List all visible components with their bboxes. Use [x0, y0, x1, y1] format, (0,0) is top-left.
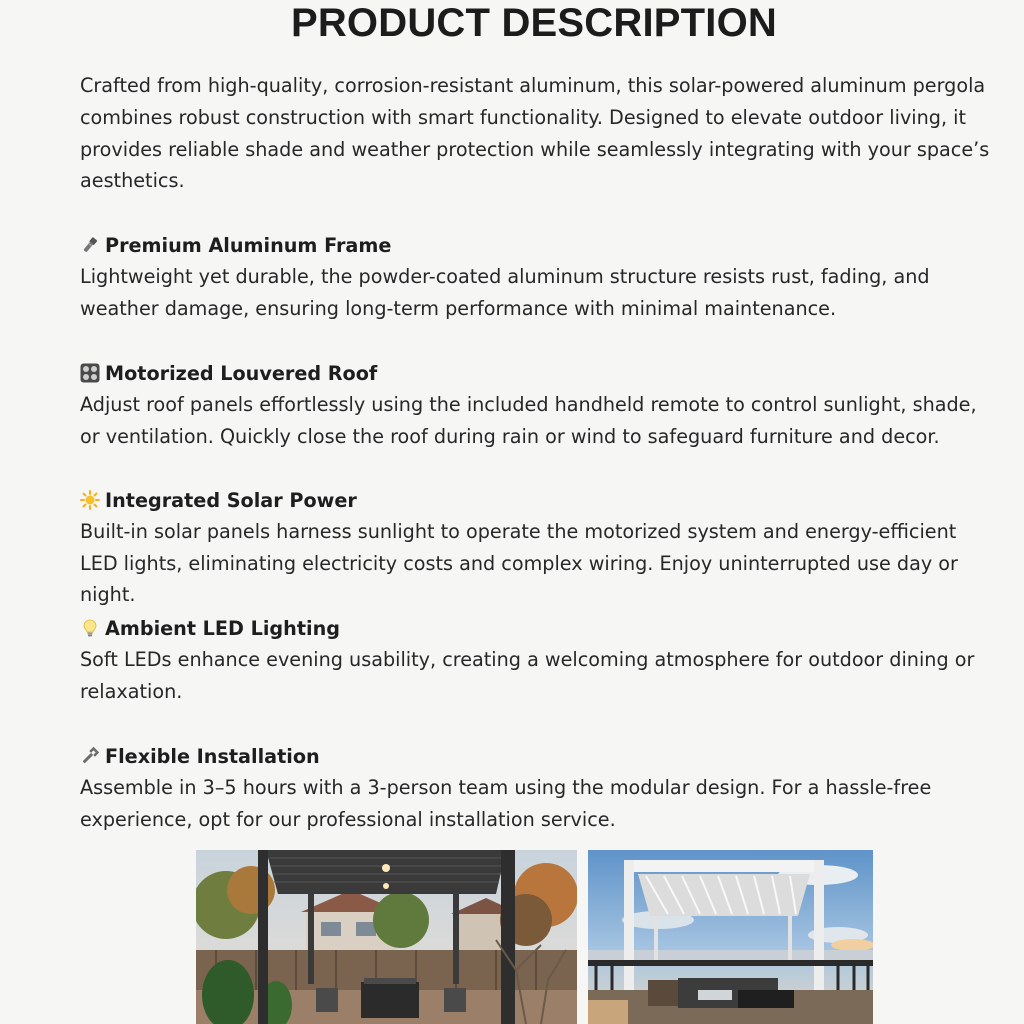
flashlight-icon [80, 235, 100, 255]
feature-description: Adjust roof panels effortlessly using the included handheld remote to control sunlight, shade, or ventilation. Quickly close the roof during rain or wind to safeguard furniture and decor. [80, 393, 977, 448]
feature-ambient-led-lighting [80, 612, 990, 707]
light-bulb-icon [80, 618, 100, 638]
page-title: PRODUCT DESCRIPTION [290, 1, 778, 45]
sun-icon [80, 490, 100, 510]
intro-paragraph: Crafted from high-quality, corrosion-resistant aluminum, this solar-powered aluminum pergola combines robust construction with smart functionality. Designed to elevate outdoor living, it provides reliable shade and weather protection while seamlessly integrating with your space’s aesthetics. [80, 74, 990, 193]
control-knobs-icon [80, 363, 100, 383]
feature-heading [80, 612, 990, 644]
feature-heading-label: Flexible Installation [105, 744, 320, 768]
feature-integrated-solar-power [80, 484, 990, 611]
feature-motorized-louvered-roof [80, 357, 990, 452]
feature-heading [80, 740, 990, 772]
feature-heading-label: Integrated Solar Power [105, 488, 357, 512]
backyard-pergola-photo [196, 850, 577, 1024]
feature-heading [80, 229, 990, 261]
feature-description: Assemble in 3–5 hours with a 3-person team using the modular design. For a hassle-free experience, opt for our professional installation service. [80, 776, 932, 831]
feature-heading-label: Motorized Louvered Roof [105, 361, 378, 385]
feature-premium-aluminum-frame [80, 229, 990, 324]
feature-description: Lightweight yet durable, the powder-coated aluminum structure resists rust, fading, and weather damage, ensuring long-term performance with minimal maintenance. [80, 265, 930, 320]
feature-flexible-installation [80, 740, 990, 835]
feature-heading [80, 484, 990, 516]
feature-description: Soft LEDs enhance evening usability, creating a welcoming atmosphere for outdoor dining or relaxation. [80, 648, 975, 703]
feature-description: Built-in solar panels harness sunlight to operate the motorized system and energy-efficient LED lights, eliminating electricity costs and complex wiring. Enjoy uninterrupted use day or night. [80, 520, 958, 607]
wrench-icon [80, 746, 100, 766]
feature-heading-label: Premium Aluminum Frame [105, 233, 392, 257]
feature-heading-label: Ambient LED Lighting [105, 616, 340, 640]
rooftop-pergola-photo [588, 850, 873, 1024]
feature-heading [80, 357, 990, 389]
